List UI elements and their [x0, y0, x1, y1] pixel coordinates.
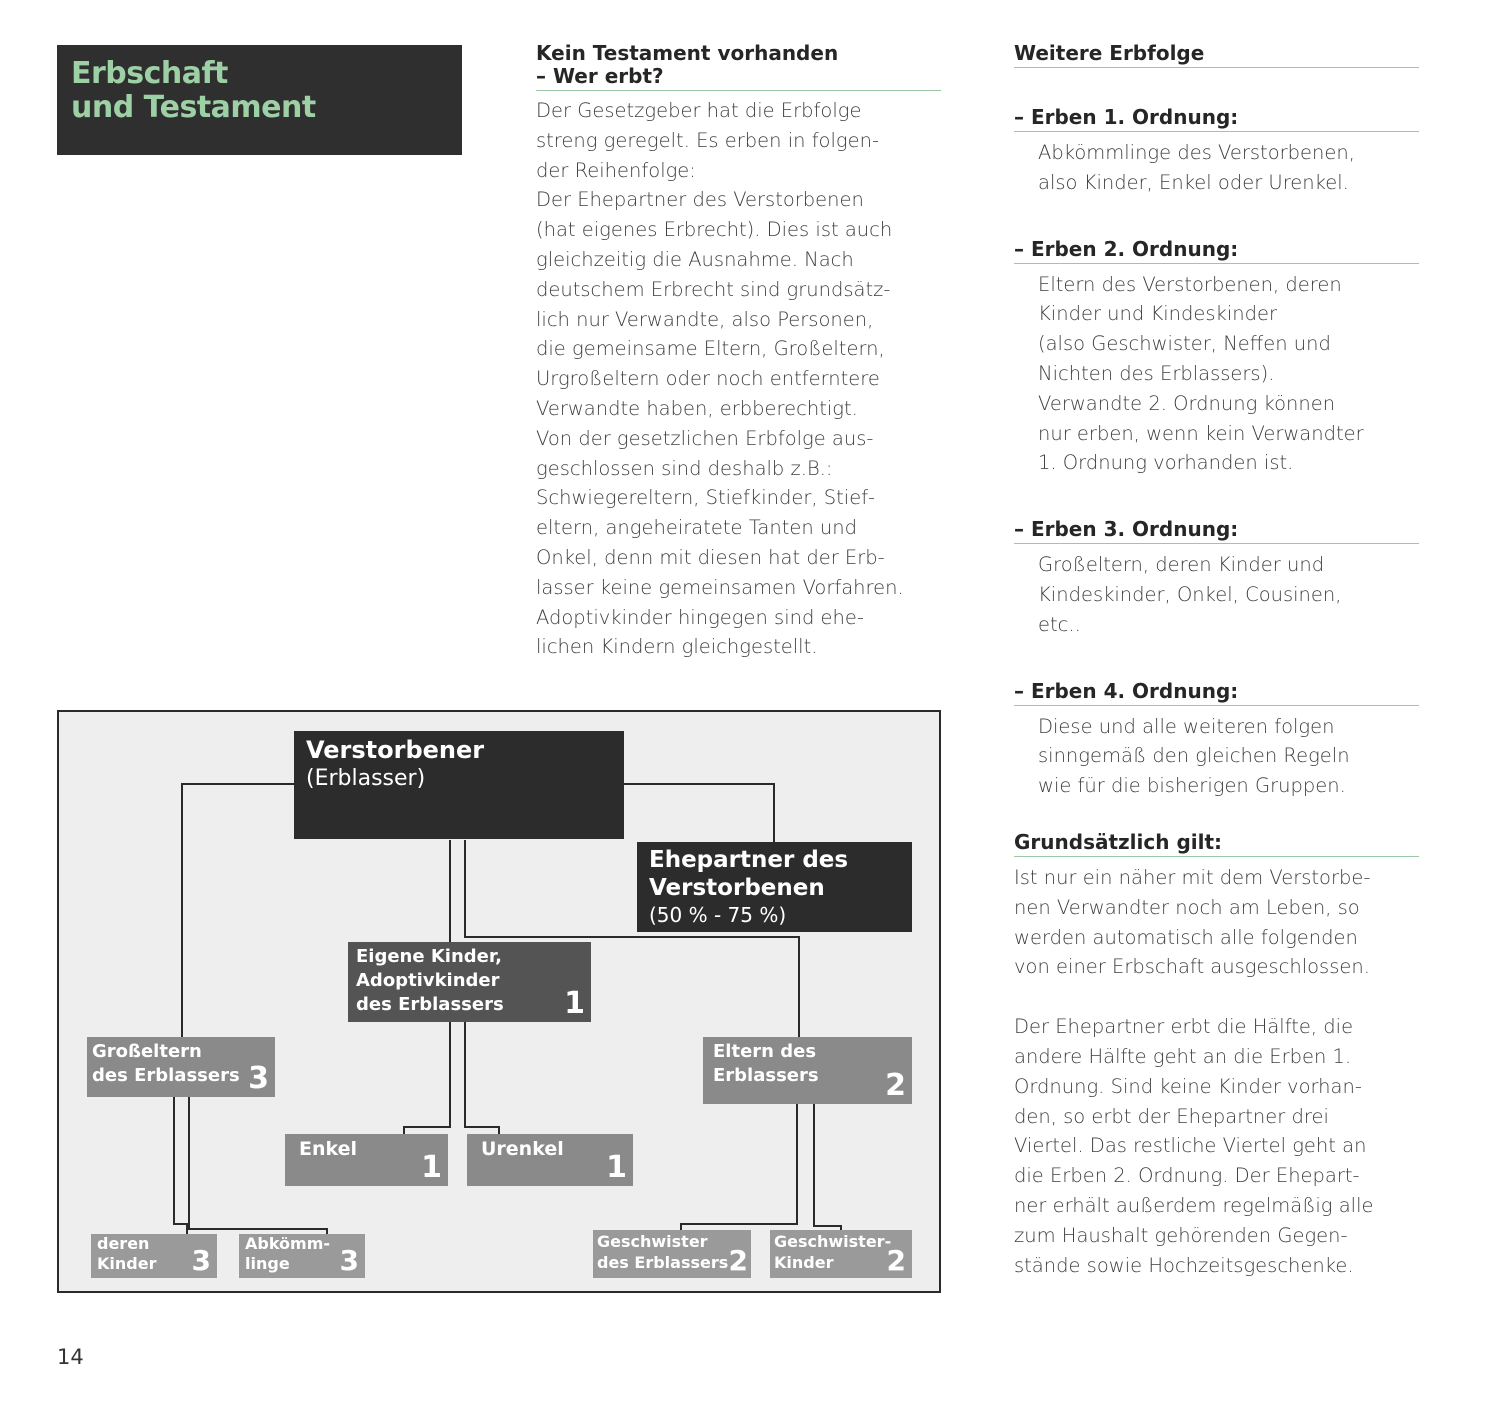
- text-line: wie für die bisherigen Gruppen.: [1038, 774, 1346, 798]
- order-section: [1014, 106, 1419, 198]
- text-line: zum Haushalt gehörenden Gegen-: [1014, 1223, 1348, 1247]
- text-line: lich nur Verwandte, also Personen,: [536, 307, 874, 331]
- text-line: nur erben, wenn kein Verwandter: [1038, 421, 1364, 445]
- text-line: streng geregelt. Es erben in folgen-: [536, 128, 880, 152]
- text-line: lasser keine gemeinsamen Vorfahren.: [536, 575, 904, 599]
- text-line: die gemeinsame Eltern, Großeltern,: [536, 337, 885, 361]
- parents-line-1: Eltern des: [713, 1041, 817, 1062]
- text-line: werden automatisch alle folgenden: [1014, 925, 1358, 949]
- text-line: gleichzeitig die Ausnahme. Nach: [536, 247, 854, 271]
- text-line: Von der gesetzlichen Erbfolge aus-: [536, 426, 874, 450]
- text-line: (also Geschwister, Neffen und: [1038, 332, 1331, 356]
- order-section-body: [1014, 712, 1419, 801]
- node-grandchild: [285, 1134, 448, 1186]
- text-line: Viertel. Das restliche Viertel geht an: [1014, 1134, 1367, 1158]
- spouse-body: [1014, 1012, 1419, 1280]
- text-line: Urgroßeltern oder noch entferntere: [536, 367, 880, 391]
- middle-heading: [536, 42, 941, 91]
- title-line-1: Erbschaft: [71, 56, 228, 91]
- their-children-line-2: Kinder: [97, 1254, 157, 1273]
- great-grandchild-order-number: 1: [606, 1150, 627, 1185]
- middle-heading-line-2: – Wer erbt?: [536, 64, 664, 88]
- text-line: Der Ehepartner des Verstorbenen: [536, 188, 864, 212]
- descendants-line-2: linge: [245, 1254, 290, 1273]
- descendants-line-1: Abkömm-: [245, 1234, 331, 1253]
- text-line: sinngemäß den gleichen Regeln: [1038, 744, 1350, 768]
- sibling-children-order-number: 2: [886, 1244, 906, 1277]
- text-line: Kindeskinder, Onkel, Cousinen,: [1038, 582, 1342, 606]
- children-order-number: 1: [564, 986, 585, 1021]
- order-section: [1014, 518, 1419, 639]
- children-line-3: des Erblassers: [356, 994, 504, 1015]
- text-line: etc..: [1038, 612, 1081, 636]
- node-deceased: [294, 731, 624, 839]
- node-parents: [703, 1037, 912, 1104]
- their-children-line-1: deren: [97, 1234, 150, 1253]
- page-number: 14: [57, 1345, 84, 1369]
- order-section-heading: – Erben 2. Ordnung:: [1014, 238, 1419, 264]
- order-section-heading: – Erben 4. Ordnung:: [1014, 680, 1419, 706]
- text-line: Schwiegereltern, Stiefkinder, Stief-: [536, 486, 876, 510]
- text-line: die Erben 2. Ordnung. Der Ehepart-: [1014, 1164, 1360, 1188]
- children-line-2: Adoptivkinder: [356, 970, 500, 991]
- sibling-children-line-2: Kinder: [774, 1253, 834, 1272]
- grandchild-label: Enkel: [299, 1138, 358, 1160]
- grandparents-line-1: Großeltern: [92, 1041, 202, 1062]
- order-section-body: [1014, 550, 1419, 639]
- descendants-order-number: 3: [339, 1244, 359, 1277]
- siblings-line-2: des Erblassers: [597, 1253, 729, 1272]
- spouse-sub: (50 % - 75 %): [649, 903, 787, 927]
- order-section-heading: – Erben 3. Ordnung:: [1014, 518, 1419, 544]
- text-line: Nichten des Erblassers).: [1038, 361, 1275, 385]
- node-their-children: [91, 1234, 217, 1278]
- node-great-grandchild: [467, 1134, 633, 1186]
- text-line: von einer Erbschaft ausgeschlossen.: [1014, 955, 1370, 979]
- text-line: Onkel, denn mit diesen hat der Erb-: [536, 545, 885, 569]
- text-line: Diese und alle weiteren folgen: [1038, 714, 1335, 738]
- order-section-body: [1014, 138, 1419, 198]
- parents-order-number: 2: [885, 1068, 906, 1103]
- text-line: Ist nur ein näher mit dem Verstorbe-: [1014, 865, 1371, 889]
- their-children-order-number: 3: [191, 1244, 211, 1277]
- text-line: eltern, angeheiratete Tanten und: [536, 516, 858, 540]
- node-grandparents: [87, 1037, 275, 1097]
- text-line: Ordnung. Sind keine Kinder vorhan-: [1014, 1074, 1362, 1098]
- principle-heading: Grundsätzlich gilt:: [1014, 831, 1419, 857]
- order-section: [1014, 238, 1419, 479]
- text-line: Abkömmlinge des Verstorbenen,: [1038, 141, 1355, 164]
- right-heading: Weitere Erbfolge: [1014, 42, 1419, 68]
- text-line: lichen Kindern gleichgestellt.: [536, 635, 818, 659]
- inheritance-tree-diagram: [57, 710, 941, 1293]
- grandparents-order-number: 3: [248, 1061, 269, 1096]
- node-sibling-children: [770, 1230, 912, 1278]
- text-line: deutschem Erbrecht sind grundsätz-: [536, 277, 891, 301]
- text-line: Großeltern, deren Kinder und: [1038, 553, 1325, 577]
- text-line: nen Verwandter noch am Leben, so: [1014, 895, 1360, 919]
- text-line: Kinder und Kindeskinder: [1038, 302, 1278, 326]
- parents-line-2: Erblassers: [713, 1065, 819, 1086]
- middle-column: [536, 42, 941, 662]
- order-section: [1014, 680, 1419, 801]
- text-line: der Reihenfolge:: [536, 158, 696, 182]
- title-box: [57, 45, 462, 155]
- order-sections: [1014, 106, 1419, 801]
- deceased-sub: (Erblasser): [306, 766, 426, 791]
- children-line-1: Eigene Kinder,: [356, 946, 502, 967]
- text-line: 1. Ordnung vorhanden ist.: [1038, 451, 1294, 475]
- text-line: Eltern des Verstorbenen, deren: [1038, 272, 1342, 296]
- text-line: Verwandte haben, erbberechtigt.: [536, 396, 858, 420]
- order-section-heading: – Erben 1. Ordnung:: [1014, 106, 1419, 132]
- siblings-order-number: 2: [728, 1244, 748, 1277]
- sibling-children-line-1: Geschwister-: [774, 1232, 892, 1251]
- text-line: Der Ehepartner erbt die Hälfte, die: [1014, 1015, 1354, 1039]
- text-line: stände sowie Hochzeitsgeschenke.: [1014, 1253, 1354, 1277]
- text-line: also Kinder, Enkel oder Urenkel.: [1038, 170, 1349, 194]
- text-line: (hat eigenes Erbrecht). Dies ist auch: [536, 218, 893, 242]
- grandchild-order-number: 1: [421, 1150, 442, 1185]
- text-line: geschlossen sind deshalb z.B.:: [536, 456, 833, 480]
- text-line: Adoptivkinder hingegen sind ehe-: [536, 605, 864, 629]
- deceased-title: Verstorbener: [306, 736, 485, 764]
- grandparents-line-2: des Erblassers: [92, 1065, 240, 1086]
- text-line: Der Gesetzgeber hat die Erbfolge: [536, 99, 862, 122]
- great-grandchild-label: Urenkel: [481, 1138, 564, 1160]
- siblings-line-1: Geschwister: [597, 1232, 708, 1251]
- text-line: ner erhält außerdem regelmäßig alle: [1014, 1193, 1374, 1217]
- right-column: [1014, 42, 1419, 1280]
- middle-body: [536, 96, 941, 662]
- node-descendants: [239, 1234, 365, 1278]
- principle-body: [1014, 863, 1419, 982]
- node-children: [348, 942, 591, 1022]
- spouse-line-2: Verstorbenen: [649, 875, 825, 901]
- order-section-body: [1014, 270, 1419, 479]
- text-line: Verwandte 2. Ordnung können: [1038, 391, 1336, 415]
- title-line-2: und Testament: [71, 90, 316, 125]
- text-line: andere Hälfte geht an die Erben 1.: [1014, 1044, 1352, 1068]
- text-line: den, so erbt der Ehepartner drei: [1014, 1104, 1329, 1128]
- middle-heading-line-1: Kein Testament vorhanden: [536, 41, 839, 65]
- node-spouse: [637, 842, 912, 932]
- spouse-line-1: Ehepartner des: [649, 847, 849, 873]
- node-siblings: [593, 1230, 751, 1278]
